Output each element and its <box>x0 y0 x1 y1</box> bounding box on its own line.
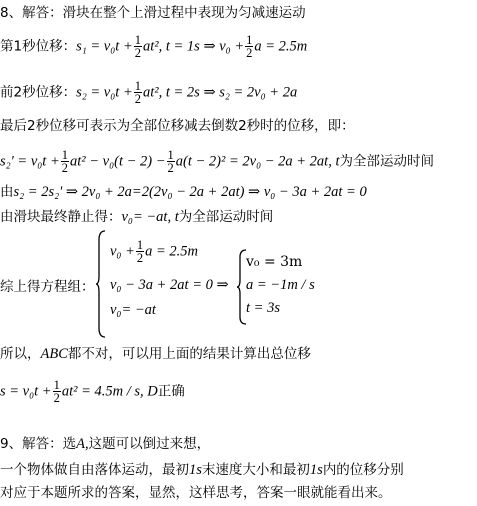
half-fraction: $\frac{1}{2}$ <box>61 148 68 175</box>
q9-answer-line <box>0 435 210 453</box>
right-brace <box>237 249 245 325</box>
system-eq-2: v₀ − 3a + 2at = 0 ⇒ <box>110 277 229 293</box>
q8-rest-condition-line <box>0 208 273 226</box>
rest-condition-note: 为全部运动时间 <box>178 209 274 225</box>
system-label: 综上得方程组： <box>0 279 95 295</box>
q9-final-line: 对应于本题所求的答案，显然，这样思考，答案一眼就能看出来。 <box>0 485 392 501</box>
conclusion-prefix: 所以， <box>0 346 41 362</box>
conclusion-options: ABC <box>40 346 68 362</box>
half-fraction: $\frac{1}{2}$ <box>136 238 144 265</box>
q8-last-two-seconds-text: 最后2秒位移可表示为全部位移减去倒数2秒时的位移，即： <box>0 118 355 134</box>
q9-time-1: 1s <box>189 462 202 478</box>
q8-total-displacement-line <box>0 379 185 404</box>
total-displacement-formula-a: s = v₀t + <box>0 383 52 400</box>
total-displacement-formula-b: at² = 4.5m / s, D <box>61 383 158 400</box>
left-brace <box>96 230 104 338</box>
q8-title: 8、解答：滑块在整个上滑过程中表现为匀减速运动 <box>0 5 306 21</box>
first-second-formula-b: at², t = 1s ⇒ v₀ + <box>142 38 245 55</box>
first-second-formula-a: s₁ = v₀t + <box>76 38 133 55</box>
last-two-formula-b: at² − v₀(t − 2) − <box>70 153 166 170</box>
q9-time-2: 1s <box>309 462 323 478</box>
two-second-formula-a: s₂ = v₀t + <box>76 84 133 101</box>
q9-explanation-line <box>0 461 404 479</box>
system-eq-3: v₀= −at <box>110 302 156 318</box>
last-two-formula-c: a(t − 2)² = 2v₀ − 2a + 2at, t <box>175 153 340 170</box>
system-eq-1: v₀ + $\frac{1}{2}$ a = 2.5m <box>110 238 199 265</box>
q8-last-two-seconds-formula-line <box>0 149 434 174</box>
solution-t: t = 3s <box>246 300 280 316</box>
q8-first-second-line <box>0 34 307 59</box>
solution-a: a = −1m / s <box>246 277 315 293</box>
two-second-formula-b: at², t = 2s ⇒ s₂ = 2v₀ + 2a <box>142 84 298 101</box>
q9-explanation-a: 一个物体做自由落体运动，最初 <box>0 462 189 478</box>
half-fraction: $\frac{1}{2}$ <box>167 148 174 175</box>
q9-explanation-c: 内的位移分别 <box>322 462 404 478</box>
solution-v0: v₀ = 3m <box>246 254 303 270</box>
half-fraction: $\frac{1}{2}$ <box>246 33 253 60</box>
total-displacement-verdict: 正确 <box>157 383 185 400</box>
two-second-label: 前2秒位移： <box>0 84 77 101</box>
q9-explanation-b: 末速度大小和最初 <box>201 462 310 478</box>
q9-choice: A, <box>76 436 89 452</box>
relation-formula: s₂ = 2s₂' ⇒ 2v₀ + 2a=2(2v₀ − 2a + 2at) ⇒ v₀ − 3a + 2at = 0 <box>13 184 367 200</box>
last-two-formula-a: s₂' = v₀t + <box>0 153 60 170</box>
last-two-note: 为全部运动时间 <box>339 153 434 170</box>
half-fraction: $\frac{1}{2}$ <box>53 378 60 405</box>
q8-two-second-line <box>0 80 297 105</box>
rest-condition-formula: v₀= −at, t <box>121 209 179 225</box>
rest-condition-label: 由滑块最终静止得： <box>0 209 122 225</box>
first-second-formula-c: a = 2.5m <box>254 38 308 55</box>
relation-prefix: 由 <box>0 184 14 200</box>
q9-hint: 这题可以倒过来想， <box>88 436 211 452</box>
half-fraction: $\frac{1}{2}$ <box>134 33 141 60</box>
q9-prefix: 9、解答：选 <box>0 436 77 452</box>
conclusion-text: 都不对，可以用上面的结果计算出总位移 <box>67 346 311 362</box>
half-fraction: $\frac{1}{2}$ <box>134 79 141 106</box>
q8-relation-line <box>0 183 367 201</box>
q8-conclusion-line <box>0 345 311 363</box>
first-second-label: 第1秒位移： <box>0 38 77 55</box>
